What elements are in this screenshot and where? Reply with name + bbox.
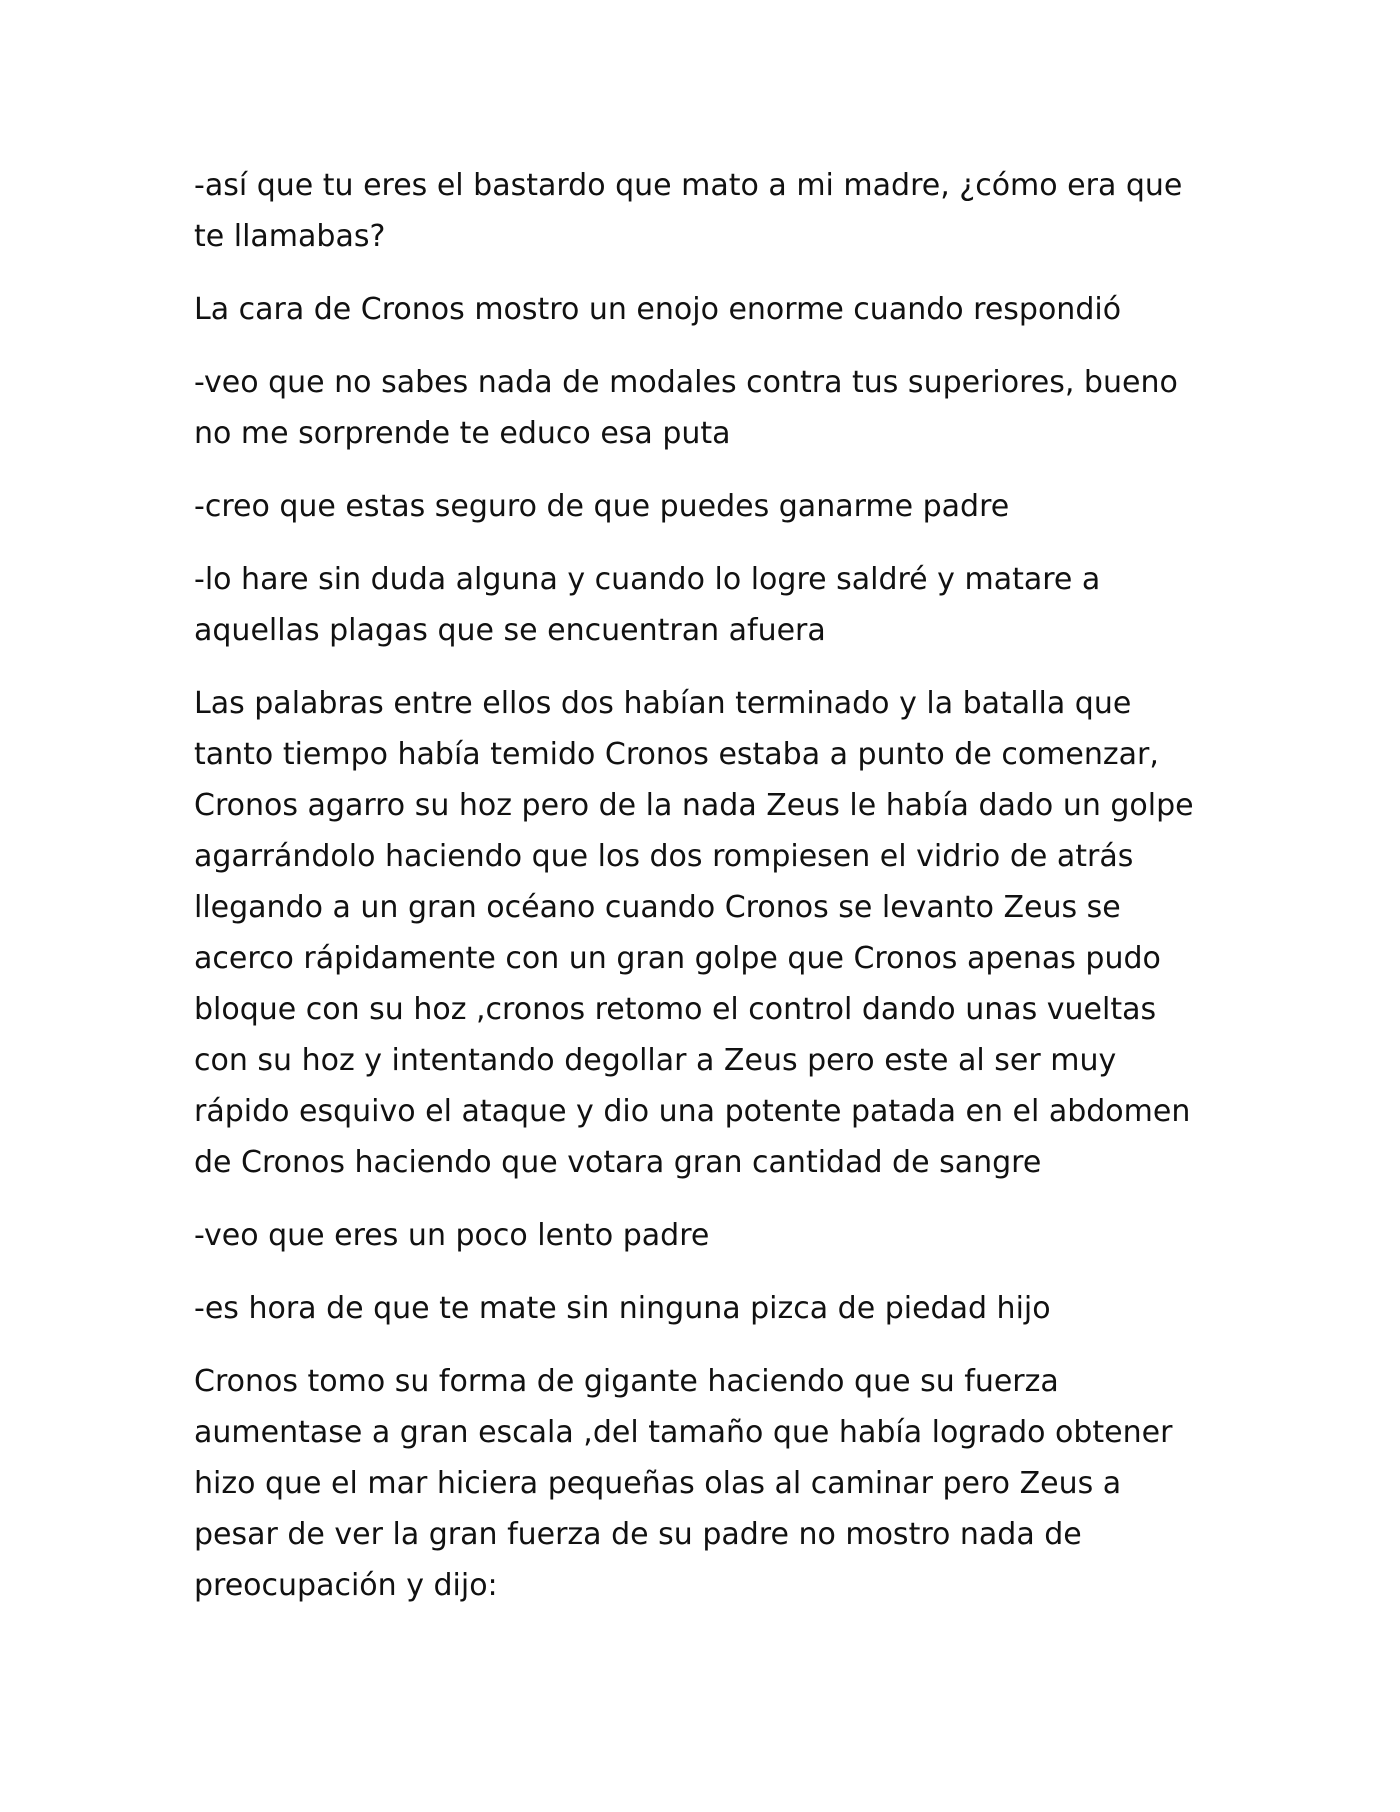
paragraph-8: -es hora de que te mate sin ninguna pizca de piedad hijo [194, 1291, 1051, 1326]
paragraph-9: Cronos tomo su forma de gigante haciendo que su fuerza aumentase a gran escala ,del tamaño que había logrado obtener hizo que el mar hiciera pequeñas olas al caminar pero Zeus a pesar de ver la gran fuerza de su padre no mostro nada de preocupación y dijo: [194, 1364, 1173, 1603]
paragraph-2: La cara de Cronos mostro un enojo enorme cuando respondió [194, 292, 1122, 327]
document-body [194, 160, 1214, 1633]
paragraph-6: Las palabras entre ellos dos habían terminado y la batalla que tanto tiempo había temido Cronos estaba a punto de comenzar, Cronos agarro su hoz pero de la nada Zeus le había dado un golpe agarrándolo haciendo que los dos rompiesen el vidrio de atrás llegando a un gran océano cuando Cronos se levanto Zeus se acerco rápidamente con un gran golpe que Cronos apenas pudo bloque con su hoz ,cronos retomo el control dando unas vueltas con su hoz y intentando degollar a Zeus pero este al ser muy rápido esquivo el ataque y dio una potente patada en el abdomen de Cronos haciendo que votara gran cantidad de sangre [194, 686, 1194, 1180]
paragraph-4: -creo que estas seguro de que puedes ganarme padre [194, 489, 1010, 524]
paragraph-1: -así que tu eres el bastardo que mato a mi madre, ¿cómo era que te llamabas? [194, 168, 1183, 254]
paragraph-7: -veo que eres un poco lento padre [194, 1218, 710, 1253]
paragraph-5: -lo hare sin duda alguna y cuando lo logre saldré y matare a aquellas plagas que se encuentran afuera [194, 562, 1101, 648]
paragraph-3: -veo que no sabes nada de modales contra tus superiores, bueno no me sorprende te educo esa puta [194, 365, 1178, 451]
